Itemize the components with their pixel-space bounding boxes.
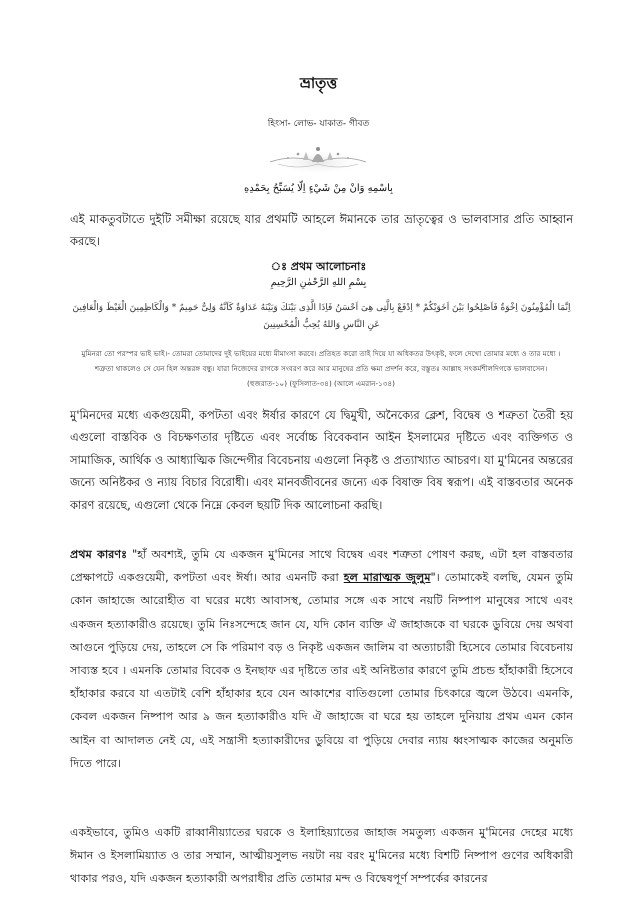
- intro-paragraph: এই মাকতুবটাতে দুইটি সমীক্ষা রয়েছে যার প্রথমটি আহলে ঈমানকে তার ভ্রাতৃত্বের ও ভালবাসার প্রতি আহ্বান করছে।: [70, 212, 573, 248]
- section-heading: ঃ প্রথম আলোচনাঃ: [270, 260, 367, 273]
- bismillah-header: بِاسْمِهِ وَانْ مِنْ شَيْءٍ اِلّا يُسَبِّحُ بِحَمْدِهِ: [244, 183, 393, 194]
- body-paragraph-1: মু'মিনদের মধ্যে একগুয়েমী, কপটতা এবং ঈর্ষার কারণে যে দ্বিমুখী, অনৈক্যের ক্লেশ, বিদ্বেষ ও শত্রুতা তৈরী হয় এগুলো বাস্তবিক ও বিচক্ষণতার দৃষ্টিতে এবং সর্বোচ্চ বিবেকবান আইন ইসলামের দৃষ্টিতে এবং ব্যক্তিগত ও সামাজিক, আর্থিক ও আধ্যাত্মিক জিন্দেগীর বিবেচনায় এগুলো নিকৃষ্ট ও প্রত্যাখ্যাত আচরণ। যা মু'মিনের অন্তরের জন্যে অনিষ্টকর ও ন্যায় বিচার বিরোধী। এবং মানবজীবনের জন্যে এক বিষাক্ত বিষ স্বরূপ। এই বাস্তবতার অনেক কারণ রয়েছে, এগুলো থেকে নিম্নে কেবল ছয়টি দিক আলোচনা করছি।: [70, 408, 573, 512]
- body-paragraph-3: একইভাবে, তুমিও একটি রাব্বানীয়্যাতের ঘরকে ও ইলাহিয়্যাতের জাহাজ সমতুল্য একজন মু'মিনের দেহের মধ্যে ঈমান ও ইসলামিয়্যাত ও তার সম্মান, আত্মীয়সুলভ নয়টা নয় বরং মু'মিনের মধ্যে বিশটি নিষ্পাপ গুণের অধিকারী থাকার পরও, যদি একজন হত্যাকারী অপরাধীর প্রতি তোমার মন্দ ও বিদ্বেষপূর্ণ সম্পর্কের কারনের: [70, 826, 573, 885]
- ayah-translation: মুমিনরা তো পরস্পর ভাই ভাই।- তোমরা তোমাদের দুই ভাইয়ের মধ্যে মীমাংসা করবে। প্রতিহত করো তাই দিয়ে যা অধিকতর উৎকৃষ্ট, ফলে দেখো তোমার মধ্যে ও তার মধ্যে । শত্রুতা থাকলেও সে যেন হিল অন্তরঙ্গ বন্ধু। যারা নিজেদের রাগকে সংবরণ করে আর মানুষের প্রতি ক্ষমা প্রদর্শন করে, বস্তুতঃ আল্লাহ সৎকর্মশীলদিগকে ভালবাসেন। (হুজরাত-১০) (ফুসিলাত-৩৪) (আলে এমরান-১৩৪): [81, 349, 561, 388]
- bismillah-arabic: بِسْمِ اللهِ الرَّحْمٰنِ الرَّحِيمِ: [270, 277, 367, 288]
- first-reason-emphasis: হল মারাত্মক জুলুম: [343, 571, 431, 585]
- page-title: ভ্রাতৃত্ত: [299, 74, 338, 92]
- quran-ayah: اِنَّمَا الْمُؤْمِنُونَ اِخْوَةٌ فَاَصْلِحُوا بَيْنَ اَخَوَيْكُمْ * اِدْفَعْ بِالَّتِى هِىَ اَحْسَنُ فَاِذَا الَّذِى بَيْنَكَ وَبَيْنَهُ عَدَاوَةٌ كَاَنَّهُ وَلِىٌّ حَمِيمٌ * وَالْكَاظِمِينَ الْغَيْظَ وَالْعَافِينَ عَنِ النَّاسِ وَاللهُ يُحِبُّ الْمُحْسِنِينَ: [72, 303, 571, 330]
- first-reason-label: প্রথম কারণঃ: [70, 548, 128, 561]
- first-reason-text-a: "হাঁ অবশ্যই, তুমি যে একজন মু'মিনের সাথে বিদ্বেষ এবং শত্রুতা পোষণ করছ, এটা হল বাস্তবতার প্রেক্ষাপটে একগুয়েমী, কপটতা এবং ঈর্ষা। আর এমনটি করা: [70, 548, 573, 585]
- body-paragraph-2: [70, 543, 573, 775]
- first-reason-text-b: "। তোমাকেই বলছি, যেমন তুমি কোন জাহাজে আরোহীত বা ঘরের মধ্যে আবাসস্থ, তোমার সঙ্গে এক সাথে নয়টি নিষ্পাপ মানুষের সাথে এবং একজন হত্যাকারীও রয়েছে। তুমি নিঃসন্দেহে জান যে, যদি কোন ব্যক্তি ঐ জাহাজকে বা ঘরকে ডুবিয়ে দেয় অথবা আগুনে পুড়িয়ে দেয়, তাহলে সে কি পরিমাণ বড় ও নিকৃষ্ট একজন জালিম বা অত্যাচারী হিসেবে তোমার বিবেচনায় সাব্যস্ত হবে । এমনকি তোমার বিবেক ও ইনছাফ এর দৃষ্টিতে তার এই অনিষ্টতার কারণে তুমি প্রচন্ড হাঁহাকারী হিসেবে হাঁহাকার করবে যা এতটাই বেশি হাঁহাকার হবে যেন আকাশের বাতিগুলো তোমার চিৎকারে জ্বলে উঠবে। এমনকি, কেবল একজন নিষ্পাপ আর ৯ জন হত্যাকারীও যদি ঐ জাহাজে বা ঘরে হয় তাহলে দুনিয়ায় প্রথম এমন কোন আইন বা আদালত নেই যে, এই সন্ত্রাসী হত্যাকারীদের ডুবিয়ে বা পুড়িয়ে দেবার ন্যায় ধ্বংসাত্মক কাজের অনুমতি দিতে পারে।: [70, 571, 573, 770]
- floral-divider-icon: [268, 140, 368, 174]
- page-subtitle: হিংসা- লোভ- যাকাত- গীবত: [267, 119, 370, 129]
